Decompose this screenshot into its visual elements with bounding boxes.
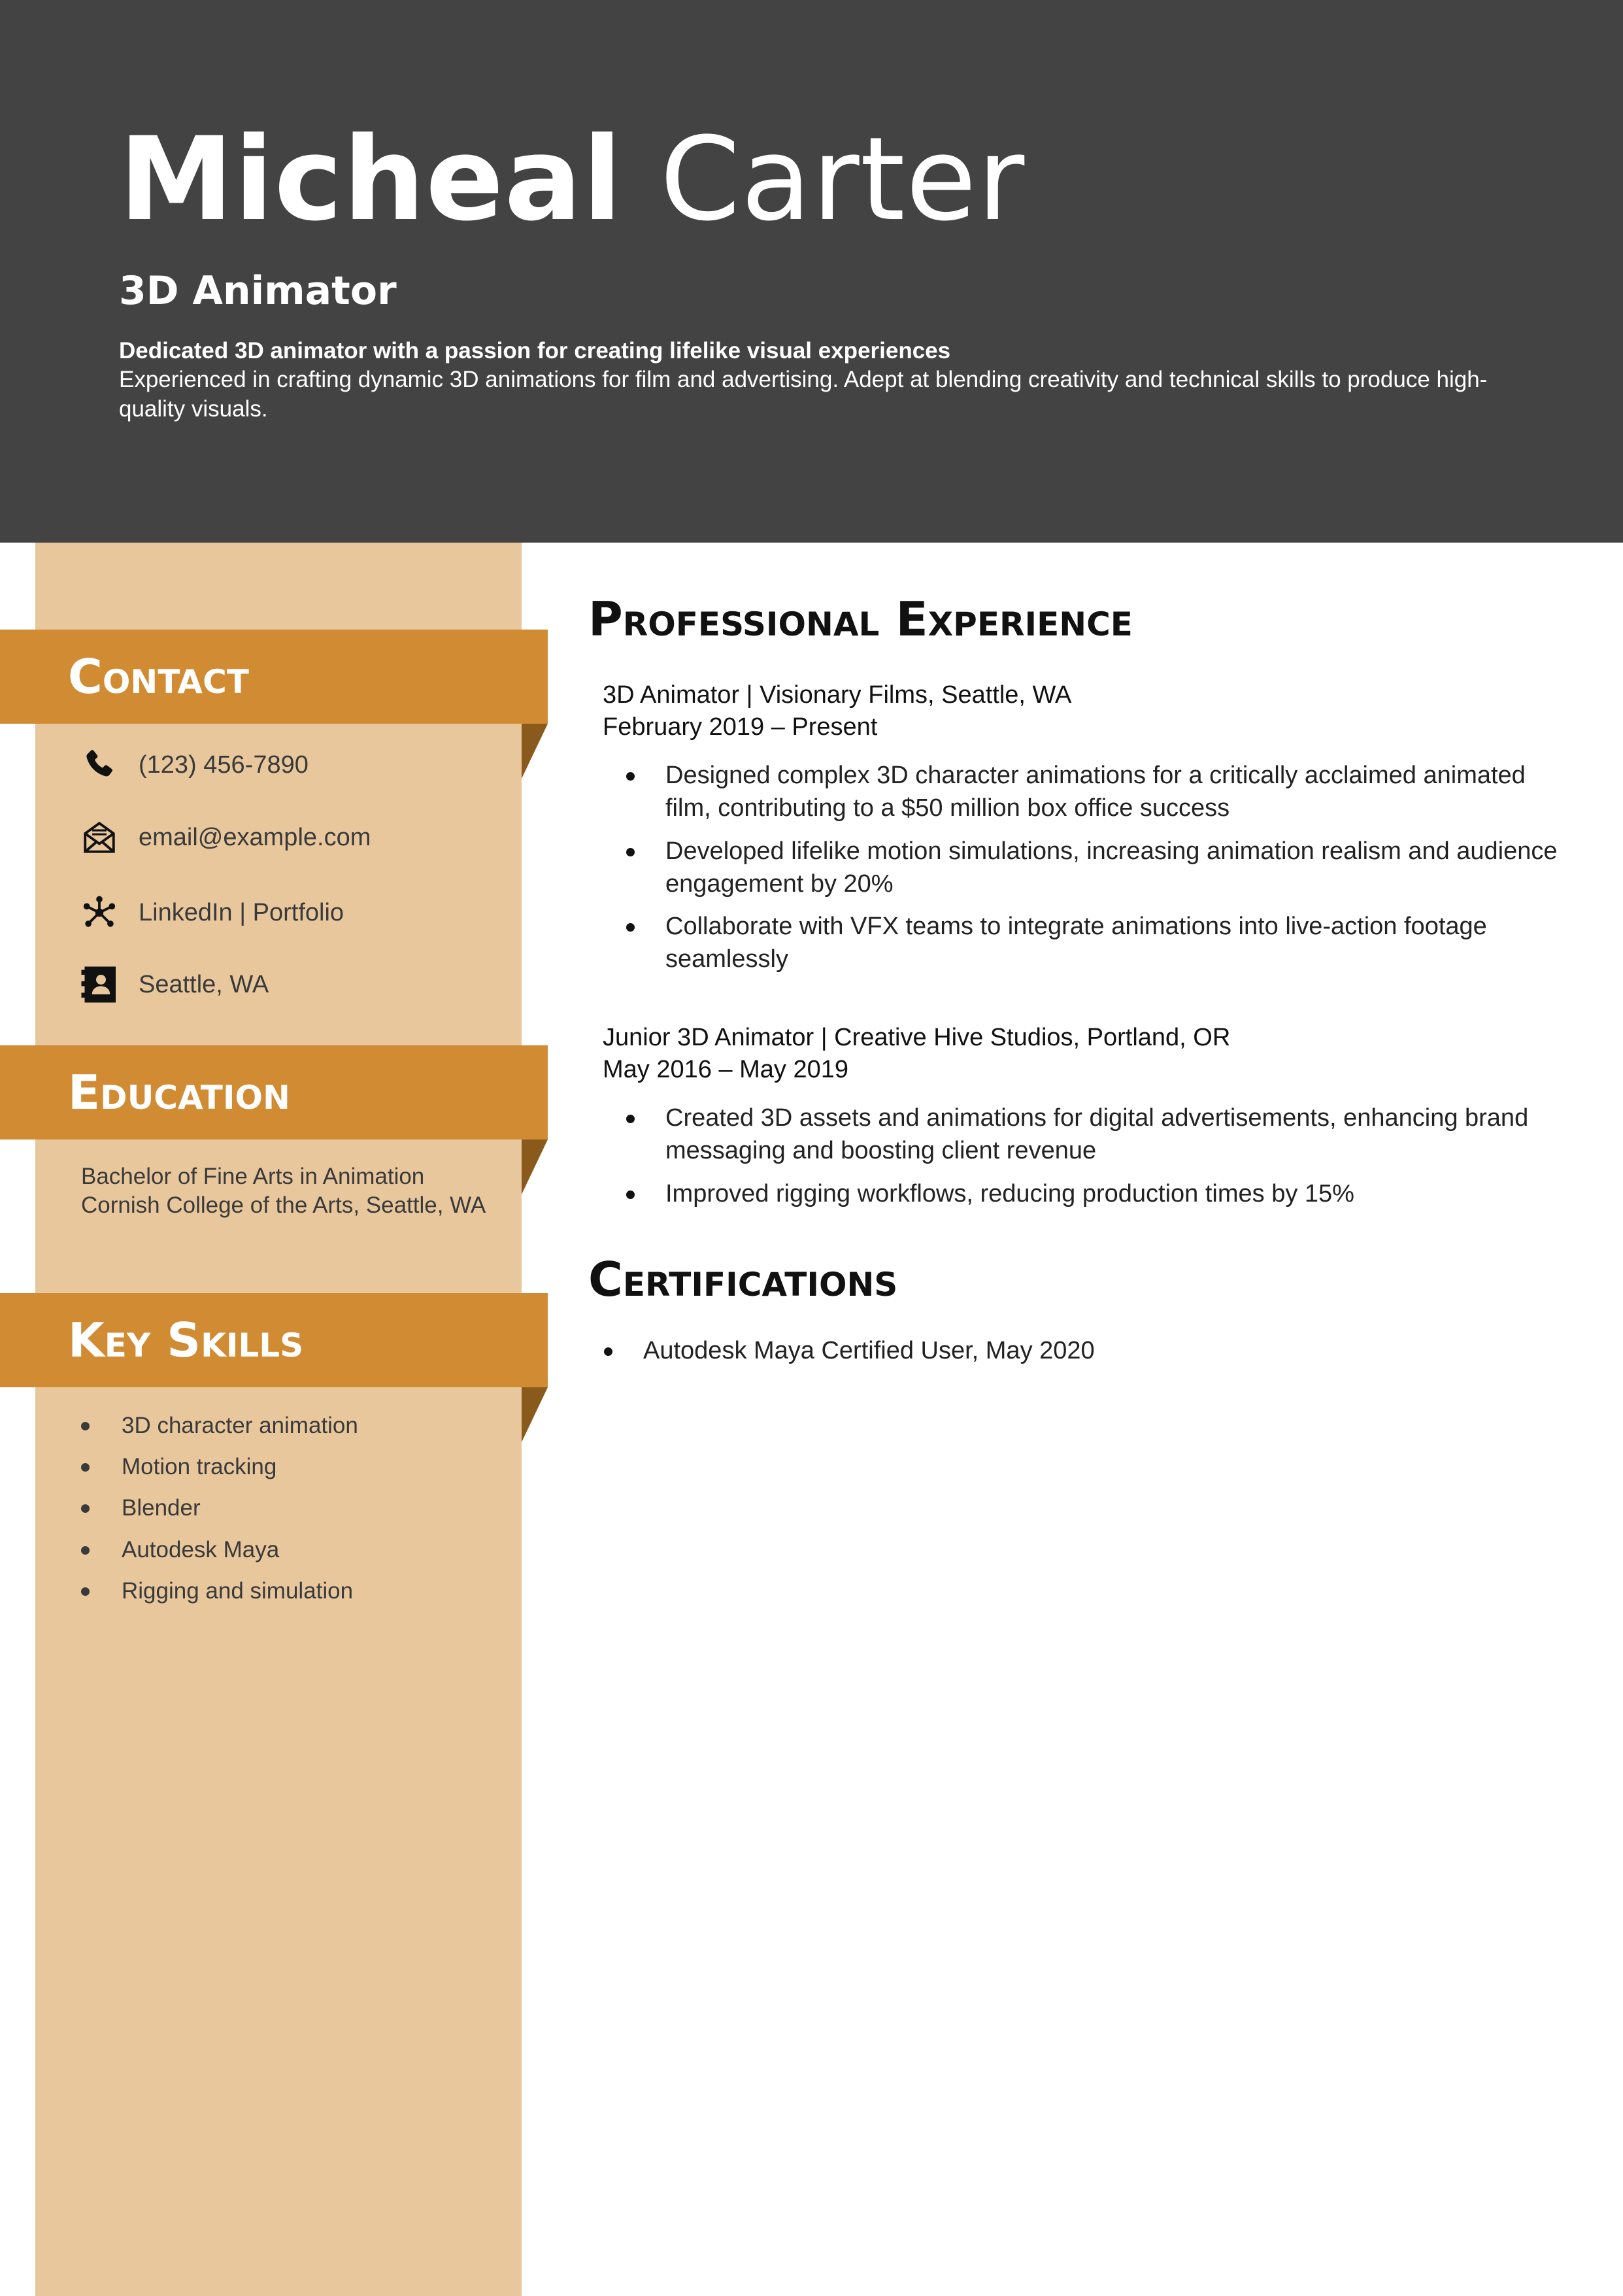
job-title: 3D Animator <box>119 268 397 314</box>
links-text[interactable]: LinkedIn | Portfolio <box>139 899 344 926</box>
full-name <box>119 114 1025 245</box>
skills-band-fold <box>522 1387 548 1442</box>
email-text[interactable]: email@example.com <box>139 824 371 851</box>
experience-heading: Professional Experience <box>588 592 1133 647</box>
certifications-heading: Certifications <box>588 1252 898 1307</box>
contact-links <box>78 892 344 934</box>
resume-header <box>0 0 1623 543</box>
education-band-fold <box>522 1140 548 1194</box>
skills-heading-band <box>0 1293 548 1387</box>
list-item: Autodesk Maya Certified User, May 2020 <box>604 1334 1545 1367</box>
job-2-role: Junior 3D Animator | Creative Hive Studios, Portland, OR <box>603 1024 1231 1051</box>
summary-body: Experienced in crafting dynamic 3D animations for film and advertising. Adept at blending creativity and technical skills to produce high-quality visuals. <box>119 367 1488 422</box>
list-item: Designed complex 3D character animations for a critically acclaimed animated film, contributing to a $50 million box office success <box>626 759 1567 824</box>
network-icon <box>78 892 120 934</box>
education-heading: Education <box>68 1065 290 1120</box>
contact-location <box>78 964 269 1005</box>
list-item: Collaborate with VFX teams to integrate animations into live-action footage seamlessly <box>626 910 1567 975</box>
education-text: Bachelor of Fine Arts in Animation Cornish College of the Arts, Seattle, WA <box>81 1164 486 1218</box>
contact-email <box>78 817 371 858</box>
list-item: Created 3D assets and animations for digital advertisements, enhancing brand messaging and boosting client revenue <box>626 1102 1567 1167</box>
contact-heading-band <box>0 630 548 724</box>
list-item: Improved rigging workflows, reducing production times by 15% <box>626 1177 1567 1210</box>
education-heading-band <box>0 1045 548 1140</box>
mail-icon <box>78 817 120 858</box>
job-2-dates: May 2016 – May 2019 <box>603 1056 849 1083</box>
contact-card-icon <box>78 964 120 1005</box>
contact-band-fold <box>522 724 548 779</box>
phone-text: (123) 456-7890 <box>139 751 309 779</box>
list-item: Developed lifelike motion simulations, increasing animation realism and audience engagement by 20% <box>626 835 1567 900</box>
skills-heading: Key Skills <box>68 1313 304 1368</box>
phone-icon <box>78 744 120 786</box>
job-1-dates: February 2019 – Present <box>603 713 878 741</box>
location-text: Seattle, WA <box>139 971 269 998</box>
job-1-role: 3D Animator | Visionary Films, Seattle, WA <box>603 681 1072 709</box>
summary-headline: Dedicated 3D animator with a passion for creating lifelike visual experiences <box>119 338 951 363</box>
contact-phone <box>78 744 309 786</box>
contact-heading: Contact <box>68 649 249 704</box>
first-name: Micheal <box>119 112 623 246</box>
last-name: Carter <box>660 112 1026 246</box>
